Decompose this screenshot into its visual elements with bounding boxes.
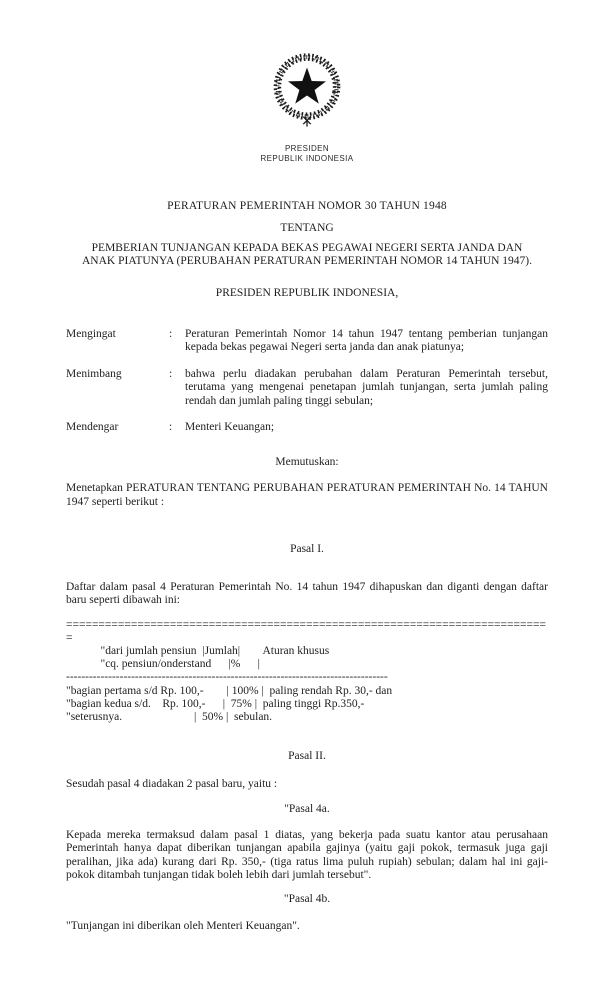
table-header-row-2: "cq. pensiun/onderstand |% | xyxy=(66,658,260,671)
table-border-top: ========================================================================== xyxy=(66,618,546,631)
pasal-2-heading: Pasal II. xyxy=(288,750,326,763)
seal-caption-presiden: PRESIDEN xyxy=(284,143,330,153)
pasal-1-heading: Pasal I. xyxy=(290,543,324,555)
tunjangan-table xyxy=(66,619,548,725)
presiden-republik-line: PRESIDEN REPUBLIK INDONESIA, xyxy=(215,287,399,299)
star-icon xyxy=(288,68,326,104)
star-wreath-emblem-icon xyxy=(264,50,350,130)
consideration-text: Peraturan Pemerintah Nomor 14 tahun 1947 tentang pemberian tunjangan kepada bekas pegawai Negeri serta janda dan anak piatunya; xyxy=(185,327,548,353)
table-divider: ------------------------------------------------------------------------------------ xyxy=(66,671,388,684)
pasal-4b-heading: "Pasal 4b. xyxy=(283,892,331,905)
table-row: "bagian kedua s/d. Rp. 100,- | 75% | paling tinggi Rp.350,- xyxy=(66,697,365,710)
pasal-4a-heading: "Pasal 4a. xyxy=(284,803,330,816)
consideration-colon: : xyxy=(169,367,173,380)
seal-caption xyxy=(66,144,548,164)
considerations-section xyxy=(66,328,548,435)
consideration-label: Mengingat xyxy=(66,327,116,340)
consideration-label: Mendengar xyxy=(66,421,119,433)
seal-block xyxy=(66,50,548,164)
consideration-row-mengingat xyxy=(66,328,548,355)
memutuskan-heading: Memutuskan: xyxy=(275,455,339,468)
consideration-row-menimbang xyxy=(66,368,548,409)
table-row: "seterusnya. | 50% | sebulan. xyxy=(66,710,273,723)
table-row: "bagian pertama s/d Rp. 100,- | 100% | paling rendah Rp. 30,- dan xyxy=(66,684,393,697)
regulation-number-title: PERATURAN PEMERINTAH NOMOR 30 TAHUN 1948 xyxy=(167,199,447,212)
pasal-2-intro: Sesudah pasal 4 diadakan 2 pasal baru, yaitu : xyxy=(66,777,278,790)
regulation-subject-title: PEMBERIAN TUNJANGAN KEPADA BEKAS PEGAWAI NEGERI SERTA JANDA DAN ANAK PIATUNYA (PERUBAHAN PERATURAN PEMERINTAH NOMOR 14 TAHUN 1947). xyxy=(82,242,532,267)
table-border-top-wrap: = xyxy=(66,631,73,644)
tentang-label: TENTANG xyxy=(280,221,334,234)
pasal-4b-body: "Tunjangan ini diberikan oleh Menteri Keuangan". xyxy=(66,920,300,933)
consideration-row-mendengar xyxy=(66,421,548,435)
pasal-4a-body: Kepada mereka termaksud dalam pasal 1 diatas, yang bekerja pada suatu kantor atau perusahaan Pemerintah hanya dapat diberikan tunjangan apabila gajinya (yaitu gaji pokok, termasuk juga gaji peralihan, jika ada) kurang dari Rp. 350,- (tiga ratus lima puluh rupiah) sebulan; dalam hal ini gaji-pokok ditambah tunjangan tidak boleh lebih dari jumlah tersebut". xyxy=(66,828,548,882)
consideration-text: Menteri Keuangan; xyxy=(185,421,275,433)
table-header-row-1: "dari jumlah pensiun |Jumlah| Aturan khusus xyxy=(66,644,330,657)
wreath-bow-icon xyxy=(303,117,311,127)
seal-caption-republik: REPUBLIK INDONESIA xyxy=(260,153,354,163)
consideration-label: Menimbang xyxy=(66,367,122,380)
consideration-colon: : xyxy=(169,327,173,340)
menetapkan-paragraph: Menetapkan PERATURAN TENTANG PERUBAHAN PERATURAN PEMERINTAH No. 14 TAHUN 1947 seperti berikut : xyxy=(66,482,548,508)
pasal-1-intro: Daftar dalam pasal 4 Peraturan Pemerintah No. 14 tahun 1947 dihapuskan dan diganti dengan daftar baru seperti dibawah ini: xyxy=(66,580,548,606)
consideration-text: bahwa perlu diadakan perubahan dalam Peraturan Pemerintah tersebut, terutama yang mengenai penetapan jumlah tunjangan, serta jumlah paling rendah dan jumlah paling tinggi sebulan; xyxy=(185,367,548,407)
title-block xyxy=(66,200,548,301)
consideration-colon: : xyxy=(169,421,173,433)
